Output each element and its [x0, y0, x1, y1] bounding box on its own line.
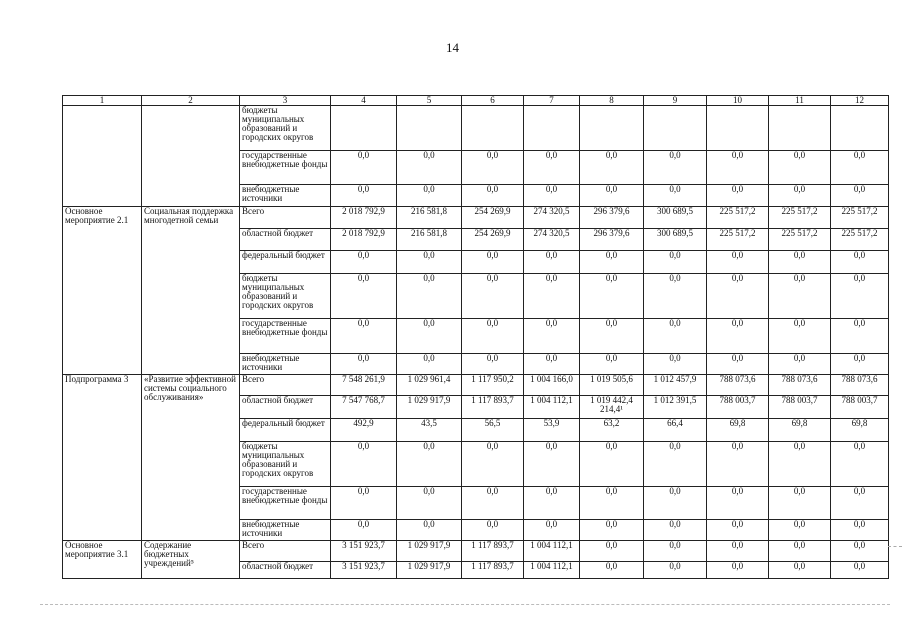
value-cell: 1 117 893,7 — [462, 562, 524, 579]
measure-name-cell: Содержание бюджетных учреждений⁵ — [142, 541, 240, 579]
value-cell: 1 012 391,5 — [644, 396, 707, 419]
value-cell — [331, 106, 397, 151]
value-cell: 0,0 — [644, 487, 707, 520]
value-cell: 63,2 — [580, 419, 644, 442]
value-cell: 0,0 — [644, 520, 707, 541]
value-cell: 0,0 — [769, 319, 831, 354]
value-cell: 0,0 — [769, 541, 831, 562]
value-cell: 788 003,7 — [769, 396, 831, 419]
scan-edge-marks — [40, 596, 890, 605]
value-cell: 1 029 961,4 — [397, 375, 462, 396]
value-cell: 3 151 923,7 — [331, 562, 397, 579]
value-cell — [769, 106, 831, 151]
value-cell: 0,0 — [580, 520, 644, 541]
value-cell: 225 517,2 — [769, 207, 831, 229]
value-cell: 1 117 950,2 — [462, 375, 524, 396]
page-number: 14 — [446, 40, 459, 55]
value-cell: 300 689,5 — [644, 229, 707, 251]
value-cell: 0,0 — [524, 185, 580, 207]
value-cell: 7 548 261,9 — [331, 375, 397, 396]
value-cell: 0,0 — [331, 354, 397, 375]
value-cell: 1 029 917,9 — [397, 562, 462, 579]
value-cell: 225 517,2 — [707, 207, 769, 229]
measure-name-cell: «Развитие эффективной системы социального обслуживания» — [142, 375, 240, 541]
value-cell: 0,0 — [462, 151, 524, 185]
funding-source-cell: федеральный бюджет — [240, 419, 331, 442]
value-cell: 0,0 — [769, 562, 831, 579]
table-row — [63, 106, 889, 151]
value-cell: 1 004 112,1 — [524, 541, 580, 562]
value-cell: 0,0 — [580, 541, 644, 562]
value-cell: 0,0 — [397, 487, 462, 520]
value-cell: 0,0 — [462, 520, 524, 541]
value-cell: 0,0 — [707, 487, 769, 520]
funding-source-cell: государственные внебюджетные фонды — [240, 151, 331, 185]
funding-source-cell: федеральный бюджет — [240, 251, 331, 274]
value-cell: 274 320,5 — [524, 229, 580, 251]
value-cell: 0,0 — [707, 319, 769, 354]
value-cell: 0,0 — [331, 442, 397, 487]
value-cell: 43,5 — [397, 419, 462, 442]
column-number: 4 — [331, 96, 397, 106]
value-cell: 0,0 — [831, 185, 889, 207]
value-cell: 0,0 — [644, 442, 707, 487]
value-cell: 0,0 — [707, 354, 769, 375]
value-cell: 66,4 — [644, 419, 707, 442]
value-cell: 0,0 — [707, 151, 769, 185]
value-cell: 69,8 — [707, 419, 769, 442]
value-cell: 0,0 — [831, 442, 889, 487]
value-cell: 0,0 — [769, 251, 831, 274]
funding-source-cell: областной бюджет — [240, 229, 331, 251]
funding-source-cell: внебюджетные источники — [240, 185, 331, 207]
value-cell: 1 029 917,9 — [397, 541, 462, 562]
funding-source-cell: Всего — [240, 375, 331, 396]
value-cell: 492,9 — [331, 419, 397, 442]
value-cell: 0,0 — [707, 185, 769, 207]
value-cell: 0,0 — [580, 354, 644, 375]
program-cell — [63, 106, 142, 207]
table-row — [63, 207, 889, 229]
value-cell: 7 547 768,7 — [331, 396, 397, 419]
value-cell: 0,0 — [397, 319, 462, 354]
value-cell: 0,0 — [831, 151, 889, 185]
value-cell: 225 517,2 — [707, 229, 769, 251]
value-cell: 0,0 — [524, 274, 580, 319]
value-cell: 0,0 — [831, 354, 889, 375]
funding-source-cell: внебюджетные источники — [240, 520, 331, 541]
value-cell: 0,0 — [524, 487, 580, 520]
value-cell: 0,0 — [524, 442, 580, 487]
value-cell: 296 379,6 — [580, 207, 644, 229]
value-cell: 0,0 — [644, 319, 707, 354]
column-number: 3 — [240, 96, 331, 106]
value-cell — [462, 106, 524, 151]
value-cell: 216 581,8 — [397, 207, 462, 229]
value-cell: 0,0 — [769, 354, 831, 375]
value-cell: 0,0 — [524, 319, 580, 354]
value-cell: 0,0 — [462, 185, 524, 207]
value-cell: 56,5 — [462, 419, 524, 442]
value-line: 1 019 442,4 — [590, 395, 633, 405]
value-cell: 0,0 — [462, 442, 524, 487]
value-cell: 53,9 — [524, 419, 580, 442]
value-cell: 0,0 — [524, 151, 580, 185]
value-cell: 0,0 — [397, 185, 462, 207]
value-cell: 3 151 923,7 — [331, 541, 397, 562]
value-cell: 0,0 — [331, 274, 397, 319]
value-cell: 0,0 — [707, 520, 769, 541]
value-cell: 0,0 — [831, 541, 889, 562]
column-number: 12 — [831, 96, 889, 106]
value-cell: 0,0 — [644, 541, 707, 562]
value-cell: 0,0 — [580, 319, 644, 354]
value-cell: 0,0 — [580, 442, 644, 487]
value-cell — [524, 106, 580, 151]
table-header-row — [63, 96, 889, 106]
value-cell: 0,0 — [644, 151, 707, 185]
value-cell: 0,0 — [397, 251, 462, 274]
value-cell: 0,0 — [769, 487, 831, 520]
value-cell — [644, 106, 707, 151]
value-cell: 0,0 — [580, 562, 644, 579]
value-cell: 788 073,6 — [831, 375, 889, 396]
column-number: 5 — [397, 96, 462, 106]
program-cell: Основное мероприятие 2.1 — [63, 207, 142, 375]
value-cell: 788 073,6 — [769, 375, 831, 396]
value-cell: 1 012 457,9 — [644, 375, 707, 396]
value-cell: 0,0 — [397, 354, 462, 375]
value-cell: 0,0 — [769, 520, 831, 541]
value-cell: 0,0 — [644, 354, 707, 375]
value-cell: 69,8 — [769, 419, 831, 442]
value-cell: 0,0 — [331, 487, 397, 520]
value-cell: 254 269,9 — [462, 229, 524, 251]
value-cell: 225 517,2 — [831, 207, 889, 229]
column-number: 8 — [580, 96, 644, 106]
column-number: 11 — [769, 96, 831, 106]
value-cell: 0,0 — [397, 151, 462, 185]
funding-source-cell: внебюджетные источники — [240, 354, 331, 375]
value-cell: 0,0 — [831, 274, 889, 319]
value-cell: 0,0 — [707, 562, 769, 579]
value-cell: 0,0 — [462, 251, 524, 274]
value-cell: 788 003,7 — [831, 396, 889, 419]
value-cell: 300 689,5 — [644, 207, 707, 229]
funding-source-cell: бюджеты муниципальных образований и городских округов — [240, 442, 331, 487]
program-cell: Основное мероприятие 3.1 — [63, 541, 142, 579]
column-number: 9 — [644, 96, 707, 106]
funding-source-cell: областной бюджет — [240, 396, 331, 419]
value-cell: 0,0 — [397, 442, 462, 487]
value-cell: 0,0 — [331, 251, 397, 274]
value-cell: 0,0 — [462, 354, 524, 375]
value-cell: 1 029 917,9 — [397, 396, 462, 419]
value-cell: 1 004 166,0 — [524, 375, 580, 396]
value-cell: 0,0 — [644, 251, 707, 274]
value-cell — [580, 396, 644, 419]
value-cell: 0,0 — [831, 487, 889, 520]
value-cell: 274 320,5 — [524, 207, 580, 229]
value-cell: 0,0 — [769, 442, 831, 487]
funding-source-cell: областной бюджет — [240, 562, 331, 579]
table-row — [63, 375, 889, 396]
value-cell: 69,8 — [831, 419, 889, 442]
value-cell — [707, 106, 769, 151]
value-cell: 0,0 — [831, 251, 889, 274]
value-cell: 0,0 — [831, 319, 889, 354]
value-cell: 0,0 — [462, 274, 524, 319]
value-cell: 225 517,2 — [831, 229, 889, 251]
column-number: 7 — [524, 96, 580, 106]
value-cell: 2 018 792,9 — [331, 229, 397, 251]
value-cell: 0,0 — [524, 251, 580, 274]
value-cell: 0,0 — [331, 151, 397, 185]
value-cell — [831, 106, 889, 151]
measure-name-cell: Социальная поддержка многодетной семьи — [142, 207, 240, 375]
value-cell: 0,0 — [331, 185, 397, 207]
value-cell: 0,0 — [644, 185, 707, 207]
value-cell: 0,0 — [331, 319, 397, 354]
value-cell: 788 073,6 — [707, 375, 769, 396]
value-cell: 0,0 — [831, 562, 889, 579]
value-cell: 0,0 — [580, 185, 644, 207]
value-cell: 225 517,2 — [769, 229, 831, 251]
value-cell: 0,0 — [331, 520, 397, 541]
measure-name-cell — [142, 106, 240, 207]
value-cell: 0,0 — [769, 151, 831, 185]
value-cell: 0,0 — [707, 541, 769, 562]
value-cell — [397, 106, 462, 151]
column-number: 2 — [142, 96, 240, 106]
value-footnote-line: 214,4¹ — [600, 404, 623, 414]
value-cell: 0,0 — [524, 354, 580, 375]
funding-source-cell: бюджеты муниципальных образований и городских округов — [240, 274, 331, 319]
value-cell: 0,0 — [580, 274, 644, 319]
scan-edge-mark — [888, 546, 902, 548]
value-cell: 1 019 505,6 — [580, 375, 644, 396]
value-cell: 0,0 — [397, 274, 462, 319]
funding-source-cell: государственные внебюджетные фонды — [240, 487, 331, 520]
value-cell: 1 117 893,7 — [462, 541, 524, 562]
column-number: 1 — [63, 96, 142, 106]
funding-source-cell: бюджеты муниципальных образований и городских округов — [240, 106, 331, 151]
value-cell: 0,0 — [707, 274, 769, 319]
column-number: 6 — [462, 96, 524, 106]
value-cell: 0,0 — [462, 319, 524, 354]
funding-source-cell: государственные внебюджетные фонды — [240, 319, 331, 354]
value-cell: 1 004 112,1 — [524, 562, 580, 579]
value-cell: 0,0 — [462, 487, 524, 520]
column-number: 10 — [707, 96, 769, 106]
table-body — [63, 96, 889, 579]
value-cell: 0,0 — [831, 520, 889, 541]
table-row — [63, 541, 889, 562]
value-cell: 0,0 — [580, 487, 644, 520]
value-cell: 2 018 792,9 — [331, 207, 397, 229]
value-cell: 296 379,6 — [580, 229, 644, 251]
funding-source-cell: Всего — [240, 541, 331, 562]
value-cell: 0,0 — [580, 151, 644, 185]
value-cell: 0,0 — [707, 251, 769, 274]
value-cell: 0,0 — [644, 274, 707, 319]
value-cell: 0,0 — [769, 274, 831, 319]
budget-table — [62, 95, 889, 579]
value-cell: 0,0 — [769, 185, 831, 207]
value-cell: 1 004 112,1 — [524, 396, 580, 419]
value-cell: 0,0 — [397, 520, 462, 541]
funding-source-cell: Всего — [240, 207, 331, 229]
program-cell: Подпрограмма 3 — [63, 375, 142, 541]
value-cell: 216 581,8 — [397, 229, 462, 251]
value-cell: 0,0 — [524, 520, 580, 541]
value-cell: 0,0 — [644, 562, 707, 579]
value-cell — [580, 106, 644, 151]
value-cell: 0,0 — [580, 251, 644, 274]
value-cell: 788 003,7 — [707, 396, 769, 419]
value-cell: 1 117 893,7 — [462, 396, 524, 419]
value-cell: 254 269,9 — [462, 207, 524, 229]
value-cell: 0,0 — [707, 442, 769, 487]
